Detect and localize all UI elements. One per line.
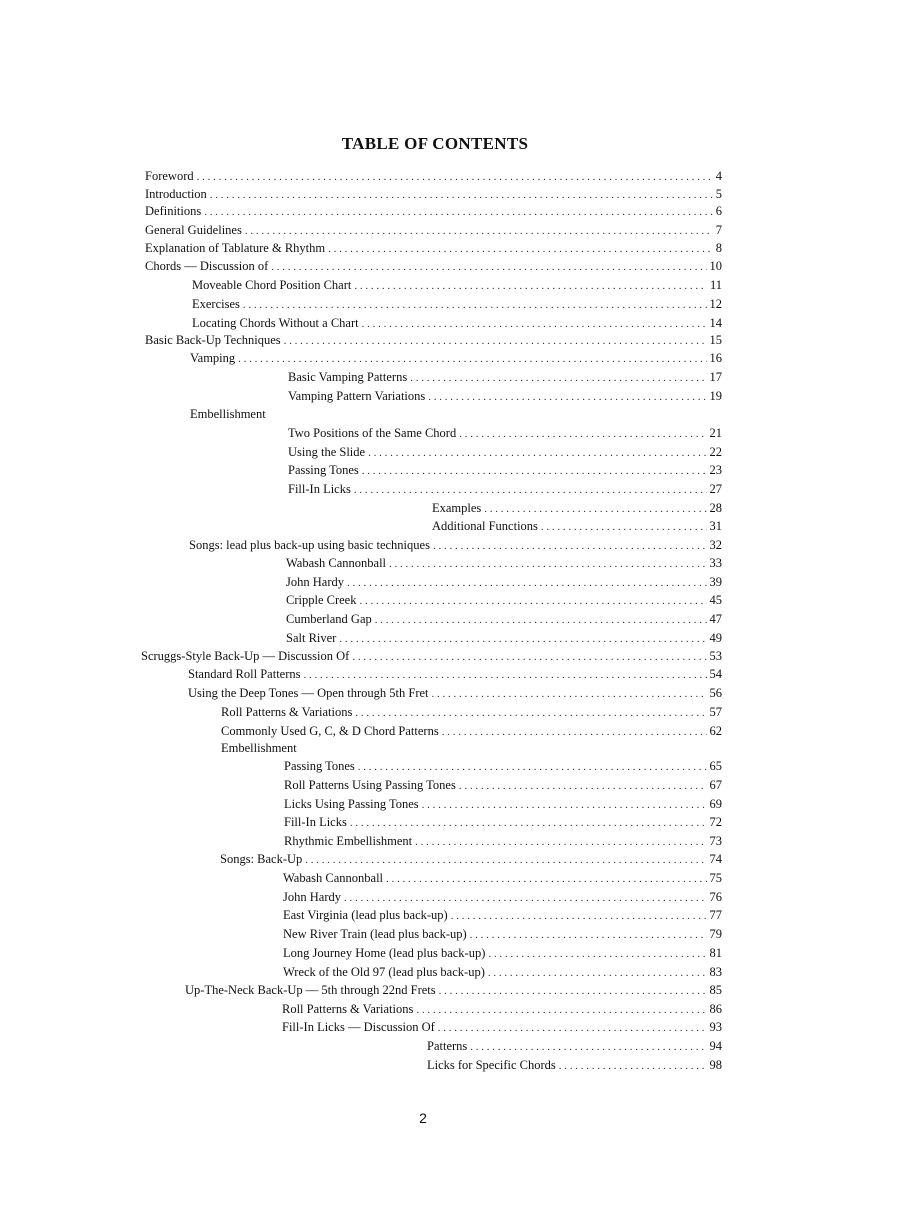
toc-entry-label: Embellishment	[190, 407, 266, 421]
toc-entry	[288, 388, 722, 404]
toc-entry-label: Vamping Pattern Variations	[288, 389, 426, 403]
dot-leader	[484, 501, 706, 517]
toc-entry	[190, 350, 722, 366]
toc-entry-label: Commonly Used G, C, & D Chord Patterns	[221, 724, 439, 738]
dot-leader	[488, 965, 707, 981]
toc-entry-label: Vamping	[190, 351, 236, 365]
dot-leader	[433, 538, 707, 554]
toc-entry-page: 4	[715, 169, 722, 183]
toc-entry-page: 56	[709, 686, 722, 700]
dot-leader	[358, 759, 707, 775]
toc-entry-page: 27	[709, 482, 722, 496]
dot-leader	[243, 297, 707, 313]
toc-entry-label: Roll Patterns Using Passing Tones	[284, 778, 456, 792]
toc-entry-label: Chords — Discussion of	[145, 259, 269, 273]
toc-entry-label: Fill-In Licks	[284, 815, 347, 829]
toc-entry-page: 67	[709, 778, 722, 792]
toc-entry-label: Moveable Chord Position Chart	[192, 278, 352, 292]
dot-leader	[354, 278, 707, 294]
toc-entry-page: 5	[715, 187, 722, 201]
toc-entry	[188, 666, 722, 682]
toc-entry	[145, 332, 722, 348]
toc-entry-page: 72	[709, 815, 722, 829]
toc-entry-label: Scruggs-Style Back-Up — Discussion Of	[141, 649, 350, 663]
dot-leader	[352, 649, 706, 665]
dot-leader	[362, 316, 707, 332]
toc-entry-label: Rhythmic Embellishment	[284, 834, 413, 848]
dot-leader	[559, 1058, 707, 1074]
toc-entry-page: 93	[709, 1020, 722, 1034]
toc-entry-page: 54	[709, 667, 722, 681]
dot-leader	[328, 241, 713, 257]
toc-entry	[432, 500, 722, 516]
toc-entry-label: Locating Chords Without a Chart	[192, 316, 359, 330]
toc-entry	[282, 1019, 722, 1035]
toc-entry-page: 17	[709, 370, 722, 384]
dot-leader	[347, 575, 707, 591]
toc-entry	[286, 592, 722, 608]
dot-leader	[204, 204, 713, 220]
toc-entry-label: Licks Using Passing Tones	[284, 797, 419, 811]
toc-entry-label: Standard Roll Patterns	[188, 667, 301, 681]
toc-entry-label: Up-The-Neck Back-Up — 5th through 22nd Frets	[185, 983, 436, 997]
toc-entry-page: 10	[709, 259, 722, 273]
toc-entry-page: 57	[709, 705, 722, 719]
dot-leader	[470, 927, 707, 943]
toc-entry	[145, 240, 722, 256]
dot-leader	[416, 1002, 706, 1018]
toc-entry-label: Roll Patterns & Variations	[221, 705, 353, 719]
dot-leader	[459, 426, 706, 442]
toc-entry-page: 11	[709, 278, 722, 292]
toc-entry-label: Using the Slide	[288, 445, 366, 459]
toc-entry	[288, 462, 722, 478]
toc-entry-label: Introduction	[145, 187, 207, 201]
toc-entry-page: 76	[709, 890, 722, 904]
toc-entry-label: Wabash Cannonball	[283, 871, 384, 885]
toc-entry	[288, 481, 722, 497]
toc-entry-page: 39	[709, 575, 722, 589]
toc-entry-label: Basic Vamping Patterns	[288, 370, 408, 384]
toc-entry-page: 74	[709, 852, 722, 866]
toc-entry-page: 77	[709, 908, 722, 922]
page-number: 2	[419, 1110, 427, 1126]
dot-leader	[368, 445, 706, 461]
toc-entry-page: 28	[709, 501, 722, 515]
toc-entry	[286, 574, 722, 590]
toc-entry	[145, 222, 722, 238]
toc-entry	[192, 315, 722, 331]
toc-entry-page: 7	[715, 223, 722, 237]
dot-leader	[284, 333, 707, 349]
toc-entry-label: Fill-In Licks — Discussion Of	[282, 1020, 435, 1034]
toc-entry-page: 23	[709, 463, 722, 477]
toc-entry	[427, 1038, 722, 1054]
toc-entry	[220, 851, 722, 867]
toc-entry-label: Songs: Back-Up	[220, 852, 303, 866]
toc-entry	[145, 203, 722, 219]
toc-entry-page: 14	[709, 316, 722, 330]
toc-entry-label: New River Train (lead plus back-up)	[283, 927, 467, 941]
toc-entry-label: Roll Patterns & Variations	[282, 1002, 414, 1016]
toc-entry-label: Salt River	[286, 631, 337, 645]
dot-leader	[375, 612, 707, 628]
toc-entry	[283, 907, 722, 923]
dot-leader	[451, 908, 707, 924]
toc-entry-label: Exercises	[192, 297, 240, 311]
toc-entry-label: Long Journey Home (lead plus back-up)	[283, 946, 486, 960]
toc-entry-page: 49	[709, 631, 722, 645]
toc-entry	[286, 611, 722, 627]
toc-entry-label: Additional Functions	[432, 519, 538, 533]
toc-entry	[221, 740, 722, 756]
dot-leader	[197, 169, 713, 185]
toc-entry-label: Songs: lead plus back-up using basic techniques	[189, 538, 430, 552]
toc-entry-page: 16	[709, 351, 722, 365]
toc-entry	[221, 723, 722, 739]
dot-leader	[362, 463, 707, 479]
toc-entry	[145, 186, 722, 202]
dot-leader	[541, 519, 707, 535]
toc-entry-page: 45	[709, 593, 722, 607]
toc-entry	[284, 814, 722, 830]
toc-entry-page: 79	[709, 927, 722, 941]
dot-leader	[304, 667, 707, 683]
dot-leader	[470, 1039, 706, 1055]
dot-leader	[245, 223, 713, 239]
dot-leader	[488, 946, 706, 962]
dot-leader	[339, 631, 706, 647]
toc-entry	[192, 296, 722, 312]
toc-entry	[141, 648, 722, 664]
dot-leader	[344, 890, 707, 906]
toc-entry-label: General Guidelines	[145, 223, 242, 237]
toc-entry-page: 32	[709, 538, 722, 552]
toc-entry	[283, 945, 722, 961]
toc-entry-label: Licks for Specific Chords	[427, 1058, 556, 1072]
dot-leader	[350, 815, 707, 831]
toc-entry	[283, 889, 722, 905]
toc-entry-page: 65	[709, 759, 722, 773]
toc-entry	[221, 704, 722, 720]
toc-entry	[145, 258, 722, 274]
toc-entry	[145, 168, 722, 184]
toc-entry-page: 8	[715, 241, 722, 255]
toc-entry-label: Basic Back-Up Techniques	[145, 333, 281, 347]
toc-entry	[188, 685, 722, 701]
toc-entry	[190, 406, 722, 422]
toc-entry	[284, 796, 722, 812]
toc-entry-label: John Hardy	[283, 890, 341, 904]
toc-entry-page: 94	[709, 1039, 722, 1053]
toc-entry-page: 12	[709, 297, 722, 311]
toc-entry-page: 31	[709, 519, 722, 533]
dot-leader	[442, 724, 707, 740]
dot-leader	[359, 593, 706, 609]
toc-entry	[288, 444, 722, 460]
toc-entry-page: 83	[709, 965, 722, 979]
dot-leader	[389, 556, 706, 572]
toc-entry-label: Passing Tones	[284, 759, 355, 773]
toc-entry-page: 15	[709, 333, 722, 347]
toc-entry-page: 81	[709, 946, 722, 960]
toc-entry	[284, 777, 722, 793]
toc-entry-label: Using the Deep Tones — Open through 5th Fret	[188, 686, 429, 700]
toc-entry-label: John Hardy	[286, 575, 344, 589]
toc-entry	[189, 537, 722, 553]
toc-entry	[283, 926, 722, 942]
dot-leader	[422, 797, 707, 813]
dot-leader	[428, 389, 706, 405]
toc-entry-label: Foreword	[145, 169, 194, 183]
toc-entry	[288, 425, 722, 441]
toc-entry-label: Passing Tones	[288, 463, 359, 477]
toc-entry	[283, 964, 722, 980]
dot-leader	[438, 1020, 707, 1036]
toc-entry	[185, 982, 722, 998]
toc-entry-label: Wreck of the Old 97 (lead plus back-up)	[283, 965, 485, 979]
dot-leader	[238, 351, 706, 367]
dot-leader	[355, 705, 706, 721]
toc-entry	[282, 1001, 722, 1017]
toc-entry-page: 6	[715, 204, 722, 218]
toc-entry	[288, 369, 722, 385]
page-title: TABLE OF CONTENTS	[341, 134, 529, 153]
toc-entry	[284, 758, 722, 774]
toc-entry-label: Explanation of Tablature & Rhythm	[145, 241, 326, 255]
toc-entry-page: 86	[709, 1002, 722, 1016]
toc-entry	[286, 555, 722, 571]
dot-leader	[415, 834, 706, 850]
toc-entry-page: 69	[709, 797, 722, 811]
toc-entry-label: Wabash Cannonball	[286, 556, 387, 570]
toc-entry-label: Embellishment	[221, 741, 297, 755]
dot-leader	[439, 983, 707, 999]
dot-leader	[386, 871, 706, 887]
toc-entry-label: Two Positions of the Same Chord	[288, 426, 457, 440]
dot-leader	[271, 259, 706, 275]
toc-entry-page: 85	[709, 983, 722, 997]
toc-entry	[192, 277, 722, 293]
dot-leader	[354, 482, 707, 498]
toc-entry	[432, 518, 722, 534]
toc-entry-page: 47	[709, 612, 722, 626]
toc-entry-page: 19	[709, 389, 722, 403]
toc-entry	[284, 833, 722, 849]
toc-entry	[286, 630, 722, 646]
toc-entry-label: East Virginia (lead plus back-up)	[283, 908, 448, 922]
toc-entry-label: Definitions	[145, 204, 202, 218]
toc-entry-label: Examples	[432, 501, 482, 515]
toc-entry-page: 98	[709, 1058, 722, 1072]
dot-leader	[305, 852, 706, 868]
dot-leader	[210, 187, 713, 203]
toc-entry-page: 73	[709, 834, 722, 848]
toc-entry-page: 22	[709, 445, 722, 459]
toc-entry	[427, 1057, 722, 1073]
dot-leader	[432, 686, 707, 702]
toc-entry-page: 62	[709, 724, 722, 738]
toc-entry-label: Patterns	[427, 1039, 468, 1053]
toc-entry-page: 75	[709, 871, 722, 885]
toc-entry	[283, 870, 722, 886]
dot-leader	[459, 778, 707, 794]
toc-entry-page: 21	[709, 426, 722, 440]
toc-entry-label: Cumberland Gap	[286, 612, 372, 626]
dot-leader	[410, 370, 706, 386]
toc-entry-page: 53	[709, 649, 722, 663]
toc-entry-label: Cripple Creek	[286, 593, 357, 607]
toc-entry-page: 33	[709, 556, 722, 570]
toc-entry-label: Fill-In Licks	[288, 482, 351, 496]
